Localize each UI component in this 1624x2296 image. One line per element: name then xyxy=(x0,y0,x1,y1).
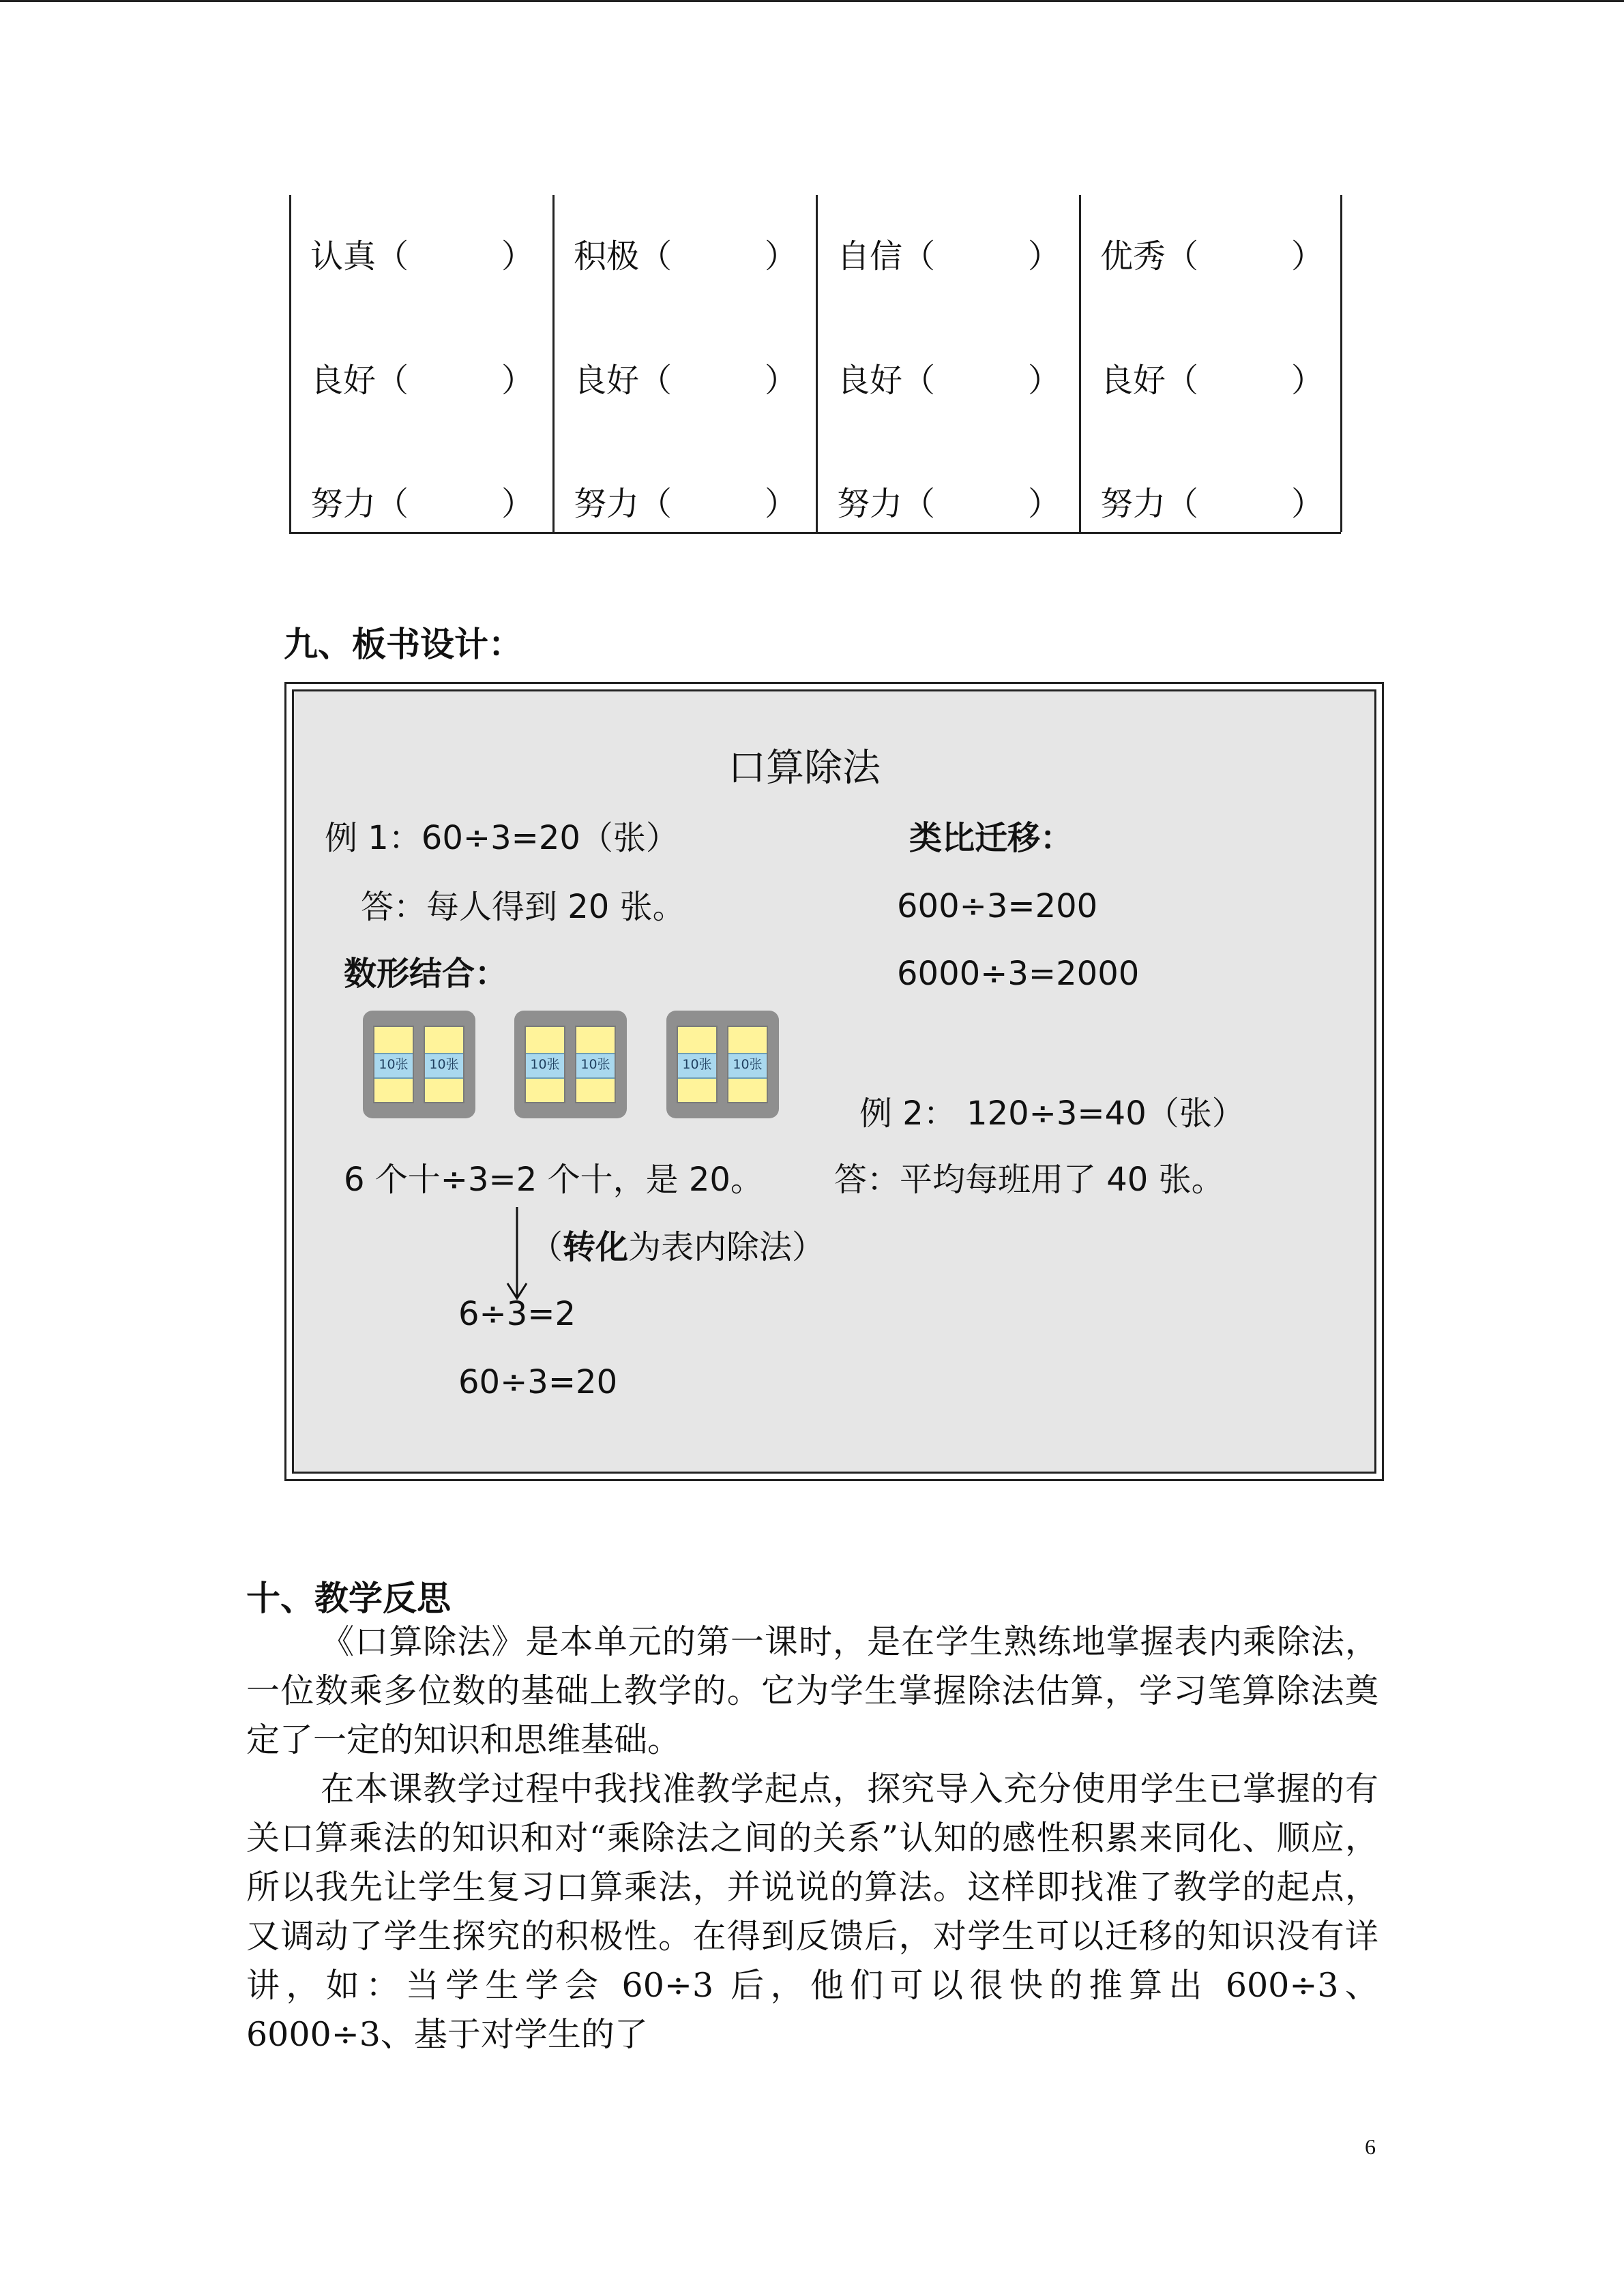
evaluation-cell xyxy=(818,346,1081,415)
evaluation-cell xyxy=(818,470,1081,538)
card-label: 10张 xyxy=(728,1053,767,1079)
board-title: 口算除法 xyxy=(728,746,881,790)
conversion-open-paren: （ xyxy=(530,1228,563,1266)
equation-6-div-3: 6÷3=2 xyxy=(458,1295,576,1333)
analogy-equation-1: 600÷3=200 xyxy=(897,887,1098,925)
evaluation-cell xyxy=(291,222,555,290)
card-bundle xyxy=(525,1026,565,1103)
evaluation-cell xyxy=(555,222,818,290)
cell-label: 认真（ xyxy=(310,237,409,275)
step1-text: 6 个十÷3=2 个十，是 20。 xyxy=(344,1161,763,1199)
card-label: 10张 xyxy=(374,1053,413,1079)
cell-label: 努力（ xyxy=(574,485,673,523)
down-arrow-icon xyxy=(506,1207,528,1302)
cell-label: 良好（ xyxy=(1100,361,1199,400)
reflection-paragraph xyxy=(246,1765,1378,2059)
card-stack xyxy=(514,1011,627,1118)
card-label: 10张 xyxy=(576,1053,615,1079)
cell-label: 良好（ xyxy=(837,361,936,400)
evaluation-cell xyxy=(291,346,555,415)
evaluation-cell xyxy=(1081,470,1344,538)
close-paren: ） xyxy=(1027,237,1061,275)
analogy-equation-2: 6000÷3=2000 xyxy=(897,955,1140,993)
example2-answer: 答：平均每班用了 40 张。 xyxy=(834,1161,1224,1199)
evaluation-column xyxy=(289,195,552,532)
close-paren: ） xyxy=(764,237,797,275)
example2-equation: 例 2： 120÷3=40（张） xyxy=(859,1094,1245,1133)
card-bundle xyxy=(575,1026,616,1103)
reflection-text: 在本课教学过程中我找准教学起点，探究导入充分使用学生已掌握的有关口算乘法的知识和对“乘除法之间的关系”认知的感性积累来同化、顺应，所以我先让学生复习口算乘法，并说说的算法。这样即找准了教学的起点，又调动了学生探究的积极性。在得到反馈后，对学生可以迁移的知识没有详讲，如：当学生学会 60÷3 后，他们可以很快的推算出 600÷3、6000÷3、基于对学生的了 xyxy=(246,1770,1378,2054)
example1-answer: 答：每人得到 20 张。 xyxy=(361,888,685,926)
close-paren: ） xyxy=(1290,237,1324,275)
evaluation-column xyxy=(816,195,1079,532)
evaluation-column xyxy=(552,195,816,532)
board-panel xyxy=(292,689,1376,1474)
example1-equation: 例 1：60÷3=20（张） xyxy=(325,819,679,857)
reflection-text: 《口算除法》是本单元的第一课时，是在学生熟练地掌握表内乘除法，一位数乘多位数的基础上教学的。它为学生掌握除法估算，学习笔算除法奠定了一定的知识和思维基础。 xyxy=(246,1622,1378,1759)
close-paren: ） xyxy=(764,485,797,523)
shape-combination-label: 数形结合： xyxy=(344,955,508,993)
evaluation-cell xyxy=(1081,222,1344,290)
close-paren: ） xyxy=(501,237,534,275)
cell-label: 良好（ xyxy=(310,361,409,400)
cell-label: 良好（ xyxy=(574,361,673,400)
section10-heading: 十、教学反思 xyxy=(246,1578,451,1618)
analogy-label: 类比迁移： xyxy=(909,819,1074,857)
close-paren: ） xyxy=(1290,361,1324,400)
cell-label: 自信（ xyxy=(837,237,936,275)
card-bundle xyxy=(727,1026,768,1103)
cell-label: 积极（ xyxy=(574,237,673,275)
evaluation-column xyxy=(1079,195,1342,532)
card-bundle xyxy=(424,1026,464,1103)
card-bundle xyxy=(677,1026,718,1103)
board-frame xyxy=(284,682,1384,1481)
section9-heading: 九、板书设计： xyxy=(284,624,522,664)
evaluation-cell xyxy=(555,470,818,538)
close-paren: ） xyxy=(1290,485,1324,523)
cell-label: 优秀（ xyxy=(1100,237,1199,275)
close-paren: ） xyxy=(1027,361,1061,400)
card-stack xyxy=(363,1011,475,1118)
card-label: 10张 xyxy=(425,1053,463,1079)
reflection-paragraph xyxy=(246,1617,1378,1765)
close-paren: ） xyxy=(501,485,534,523)
evaluation-table xyxy=(289,195,1341,534)
close-paren: ） xyxy=(764,361,797,400)
evaluation-cell xyxy=(818,222,1081,290)
evaluation-cell xyxy=(555,346,818,415)
card-label: 10张 xyxy=(678,1053,716,1079)
cell-label: 努力（ xyxy=(837,485,936,523)
page-number: 6 xyxy=(1365,2134,1376,2159)
evaluation-cell xyxy=(1081,346,1344,415)
close-paren: ） xyxy=(501,361,534,400)
equation-60-div-3: 60÷3=20 xyxy=(458,1363,618,1401)
card-bundle xyxy=(373,1026,414,1103)
evaluation-cell xyxy=(291,470,555,538)
page-top-border xyxy=(0,0,1624,2)
close-paren: ） xyxy=(1027,485,1061,523)
card-label: 10张 xyxy=(526,1053,564,1079)
cell-label: 努力（ xyxy=(310,485,409,523)
conversion-keyword: 转化 xyxy=(563,1228,629,1266)
card-stack xyxy=(666,1011,779,1118)
conversion-note xyxy=(530,1227,825,1268)
cell-label: 努力（ xyxy=(1100,485,1199,523)
conversion-rest: 为表内除法） xyxy=(628,1228,825,1266)
